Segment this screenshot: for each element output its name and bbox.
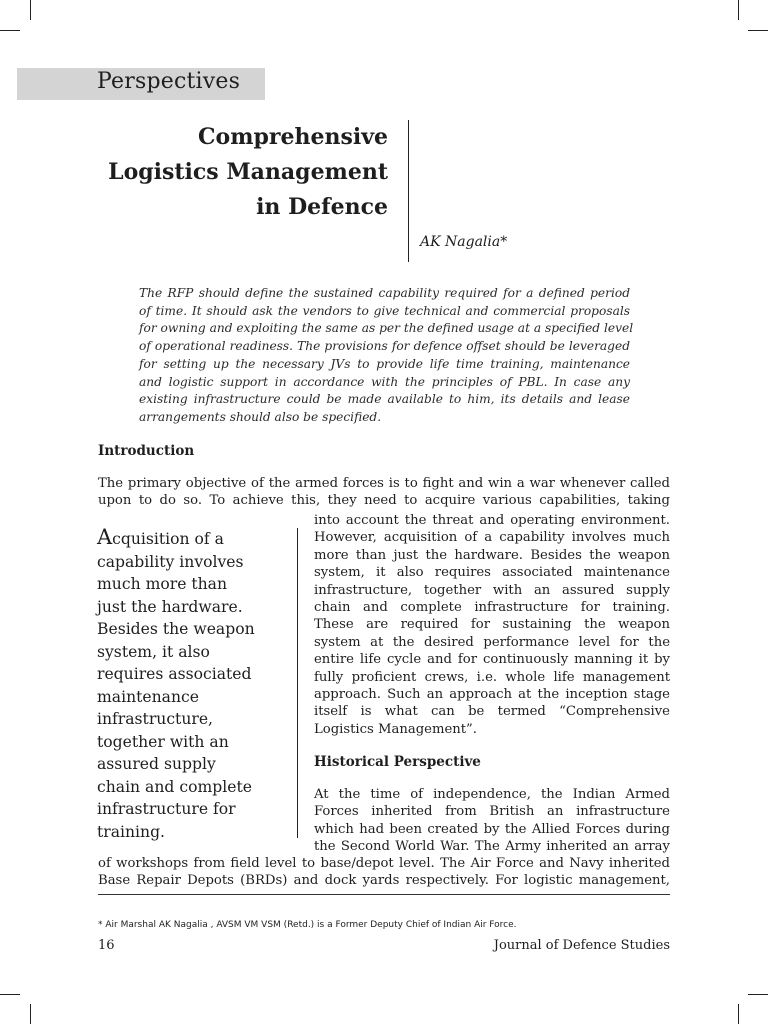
- pull-quote-line: just the hardware.: [97, 597, 243, 616]
- abstract-line: of time. It should ask the vendors to give technical and commercial proposals: [139, 303, 630, 318]
- historical-heading: Historical Perspective: [314, 754, 481, 770]
- body-line: into account the threat and operating environment.: [314, 513, 670, 528]
- body-line: The primary objective of the armed forces is to fight and win a war whenever called: [98, 476, 670, 491]
- crop-mark: [0, 30, 20, 31]
- footnote-divider: [98, 894, 670, 895]
- pull-quote-line: infrastructure for: [97, 800, 236, 818]
- crop-mark: [0, 994, 20, 995]
- body-line: These are required for sustaining the weapon: [314, 617, 670, 633]
- crop-mark: [738, 0, 739, 20]
- crop-mark: [748, 994, 768, 995]
- introduction-column: [314, 512, 670, 738]
- body-line: approach. Such an approach at the inception stage: [314, 687, 670, 703]
- body-line: system, it also requires associated maintenance: [314, 565, 670, 581]
- crop-mark: [30, 0, 31, 20]
- body-line: Forces inherited from British an infrastructure: [314, 804, 670, 820]
- pull-quote-line: maintenance: [97, 687, 199, 706]
- title-line: Logistics Management: [108, 159, 388, 185]
- pull-quote-line: chain and complete: [97, 777, 252, 796]
- crop-mark: [738, 1004, 739, 1024]
- pull-quote-line: Besides the weapon: [97, 620, 255, 638]
- body-line: entire life cycle and for continuously manning it by: [314, 652, 670, 668]
- crop-mark: [748, 30, 768, 31]
- drop-cap: A: [97, 525, 113, 549]
- body-line: upon to do so. To achieve this, they need to acquire various capabilities, taking: [98, 493, 670, 509]
- abstract-line: existing infrastructure could be made available to him, its details and lease: [139, 392, 630, 407]
- introduction-heading: Introduction: [98, 443, 195, 459]
- body-line: However, acquisition of a capability involves much: [314, 530, 670, 546]
- page-number: 16: [98, 938, 115, 953]
- pull-quote-line: requires associated: [97, 665, 252, 683]
- body-line: At the time of independence, the Indian Armed: [314, 787, 670, 802]
- pull-quote-line: together with an: [97, 732, 229, 751]
- article-title: [88, 120, 388, 225]
- abstract-line: for owning and exploiting the same as per the defined usage at a specified level: [139, 321, 634, 336]
- body-line: itself is what can be termed “Comprehensive: [314, 704, 670, 720]
- body-line: fully proficient crews, i.e. whole life management: [314, 669, 670, 685]
- introduction-paragraph: [98, 475, 670, 510]
- abstract-line: arrangements should also be specified.: [139, 409, 382, 424]
- abstract-line: and logistic support in accordance with the principles of PBL. In case any: [139, 374, 630, 389]
- author-name: AK Nagalia*: [420, 234, 508, 250]
- pull-quote-line: much more than: [97, 575, 228, 593]
- body-line: more than just the hardware. Besides the weapon: [314, 547, 670, 563]
- footnote: * Air Marshal AK Nagalia , AVSM VM VSM (Retd.) is a Former Deputy Chief of Indian Air Force.: [98, 920, 517, 930]
- abstract-line: for setting up the necessary JVs to provide life time training, maintenance: [139, 356, 630, 371]
- abstract-line: The RFP should define the sustained capability required for a defined period: [139, 286, 630, 300]
- body-line: infrastructure, together with an assured supply: [314, 582, 670, 598]
- abstract-line: of operational readiness. The provisions for defence offset should be leveraged: [139, 339, 630, 354]
- crop-mark: [30, 1004, 31, 1024]
- title-line: Comprehensive: [198, 124, 388, 150]
- historical-column: [314, 786, 670, 856]
- body-line: of workshops from field level to base/depot level. The Air Force and Navy inherited: [98, 856, 670, 871]
- abstract: [139, 285, 634, 427]
- body-line: the Second World War. The Army inherited an array: [314, 839, 670, 855]
- pull-quote-line: training.: [97, 822, 166, 841]
- pull-quote-line: cquisition of a: [112, 530, 224, 548]
- section-banner: [17, 68, 265, 100]
- body-line: which had been created by the Allied Forces during: [314, 821, 670, 837]
- pull-quote: [97, 526, 287, 843]
- body-line: Base Repair Depots (BRDs) and dock yards respectively. For logistic management,: [98, 873, 670, 889]
- pull-quote-line: system, it also: [97, 642, 210, 661]
- section-label: Perspectives: [97, 69, 241, 94]
- body-line: Logistics Management”.: [314, 721, 477, 737]
- pull-quote-line: assured supply: [97, 755, 216, 773]
- title-divider: [408, 120, 409, 262]
- journal-name: Journal of Defence Studies: [493, 938, 670, 953]
- pull-quote-divider: [297, 528, 298, 838]
- title-line: in Defence: [256, 194, 388, 220]
- body-line: system at the desired performance level for the: [314, 634, 670, 650]
- pull-quote-line: capability involves: [97, 552, 244, 571]
- pull-quote-line: infrastructure,: [97, 710, 214, 728]
- body-line: chain and complete infrastructure for training.: [314, 600, 670, 616]
- historical-paragraph: [98, 855, 670, 890]
